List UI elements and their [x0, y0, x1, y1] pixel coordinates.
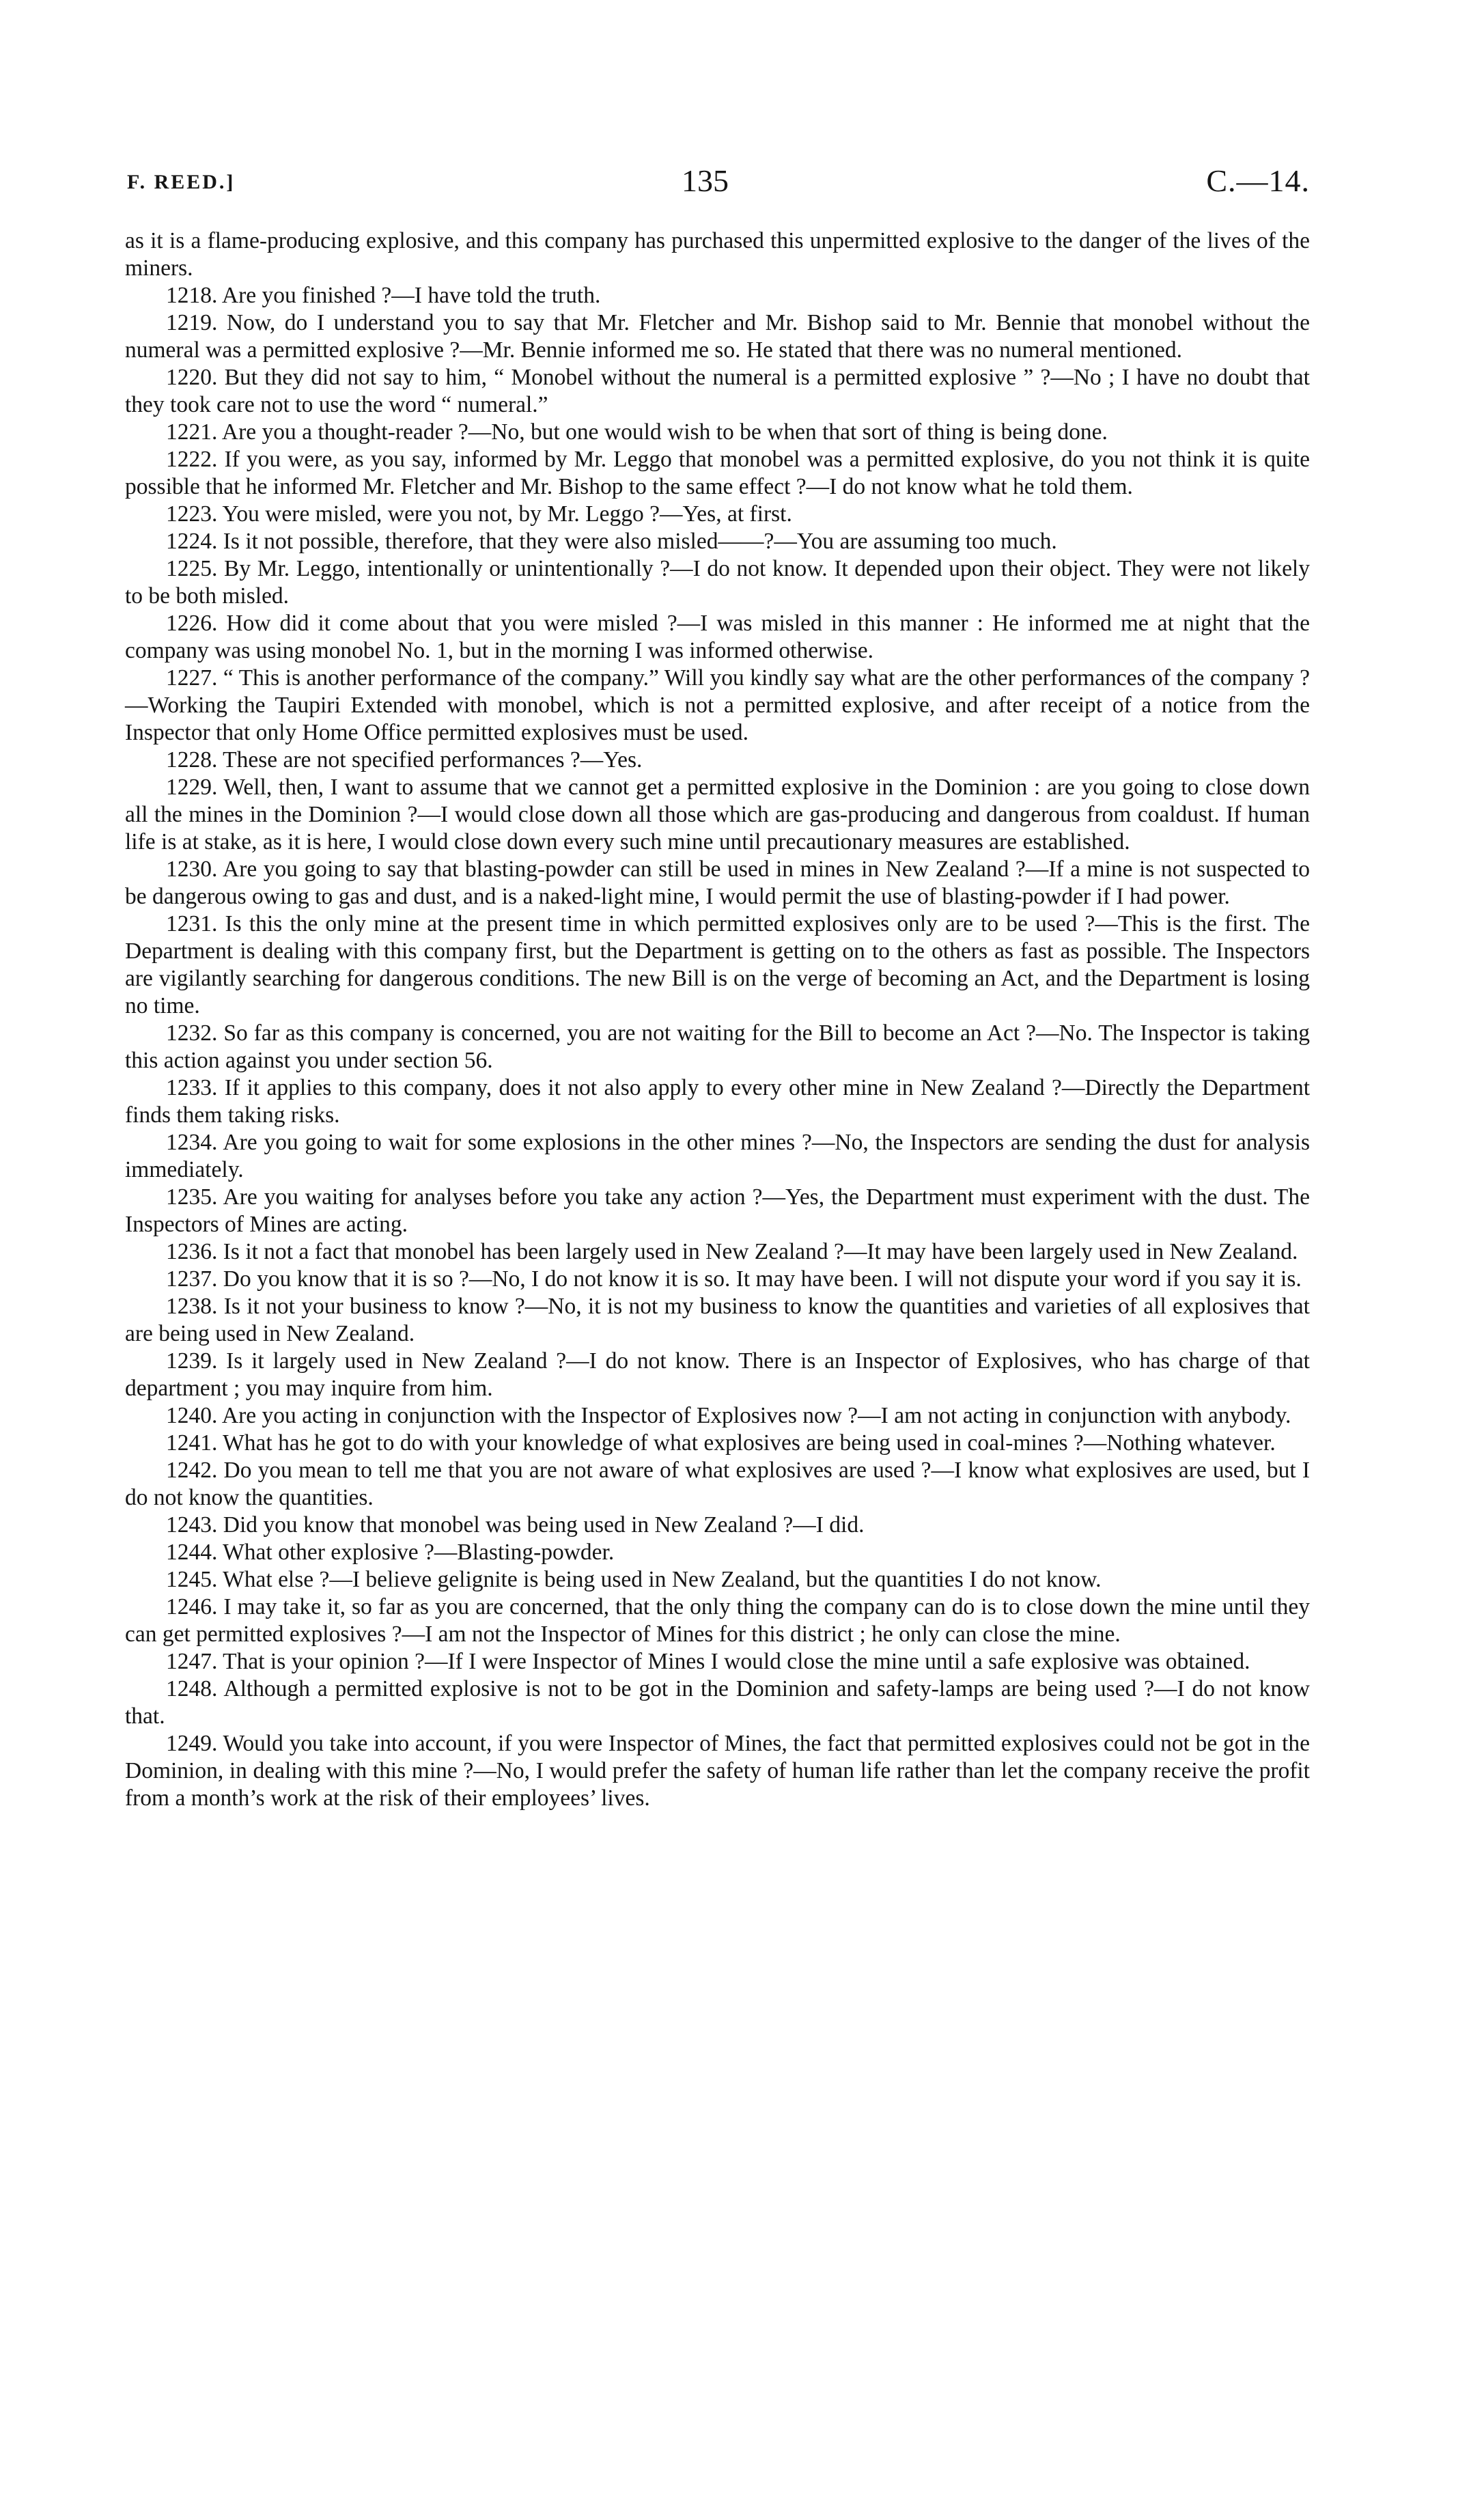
- paragraph-q1227: 1227. “ This is another performance of the company.” Will you kindly say what are the other performances of the company ?—Working the Taupiri Extended with monobel, which is not a permitted explosive, and after receipt of a notice from the Inspector that only Home Office permitted explosives must be used.: [125, 665, 1310, 745]
- page-number: 135: [682, 163, 729, 198]
- paragraph-q1243: 1243. Did you know that monobel was being used in New Zealand ?—I did.: [166, 1512, 865, 1538]
- paragraph-q1228: 1228. These are not specified performances ?—Yes.: [166, 747, 643, 773]
- paragraph-q1236: 1236. Is it not a fact that monobel has been largely used in New Zealand ?—It may have been largely used in New Zealand.: [166, 1239, 1298, 1264]
- paragraph-q1245: 1245. What else ?—I believe gelignite is being used in New Zealand, but the quantities I do not know.: [166, 1567, 1102, 1592]
- paragraph-q1246: 1246. I may take it, so far as you are concerned, that the only thing the company can do is to close down the mine until they can get permitted explosives ?—I am not the Inspector of Mines for this district ; he only can close the mine.: [125, 1594, 1310, 1647]
- paragraph-q1225: 1225. By Mr. Leggo, intentionally or unintentionally ?—I do not know. It depended upon their object. They were not likely to be both misled.: [125, 556, 1310, 609]
- paragraph-q1237: 1237. Do you know that it is so ?—No, I do not know it is so. It may have been. I will not dispute your word if you say it is.: [166, 1266, 1302, 1292]
- paragraph-q1223: 1223. You were misled, were you not, by Mr. Leggo ?—Yes, at first.: [166, 501, 792, 527]
- testimony-body: [125, 227, 1310, 1812]
- header-witness-name: F. REED.]: [127, 171, 236, 193]
- paragraph-q1249: 1249. Would you take into account, if you were Inspector of Mines, the fact that permitted explosives could not be got in the Dominion, in dealing with this mine ?—No, I would prefer the safety of human life rather than let the company receive the profit from a month’s work at the risk of their employees’ lives.: [125, 1731, 1310, 1811]
- paragraph-continuation: as it is a flame-producing explosive, and this company has purchased this unpermitted explosive to the danger of the lives of the miners.: [125, 228, 1310, 281]
- paragraph-q1224: 1224. Is it not possible, therefore, that they were also misled——?—You are assuming too much.: [166, 529, 1057, 554]
- paragraph-q1241: 1241. What has he got to do with your knowledge of what explosives are being used in coal-mines ?—Nothing whatever.: [166, 1430, 1276, 1456]
- paragraph-q1233: 1233. If it applies to this company, does it not also apply to every other mine in New Zealand ?—Directly the Department finds them taking risks.: [125, 1075, 1310, 1128]
- paragraph-q1230: 1230. Are you going to say that blasting-powder can still be used in mines in New Zealand ?—If a mine is not suspected to be dangerous owing to gas and dust, and is a naked-light mine, I would permit the use of blasting-powder if I had power.: [125, 857, 1310, 909]
- paragraph-q1231: 1231. Is this the only mine at the present time in which permitted explosives only are to be used ?—This is the first. The Department is dealing with this company first, but the Department is getting on to the others as fast as possible. The Inspectors are vigilantly searching for dangerous conditions. The new Bill is on the verge of becoming an Act, and the Department is losing no time.: [125, 911, 1310, 1018]
- paragraph-q1240: 1240. Are you acting in conjunction with the Inspector of Explosives now ?—I am not acting in conjunction with anybody.: [166, 1403, 1291, 1428]
- paragraph-q1248: 1248. Although a permitted explosive is not to be got in the Dominion and safety-lamps are being used ?—I do not know that.: [125, 1676, 1310, 1729]
- paragraph-q1220: 1220. But they did not say to him, “ Monobel without the numeral is a permitted explosive ” ?—No ; I have no doubt that they took care not to use the word “ numeral.”: [125, 365, 1310, 417]
- paragraph-q1229: 1229. Well, then, I want to assume that we cannot get a permitted explosive in the Dominion : are you going to close down all the mines in the Dominion ?—I would close down all those which are gas-producing and dangerous from coaldust. If human life is at stake, as it is here, I would close down every such mine until precautionary measures are established.: [125, 775, 1310, 854]
- paragraph-q1234: 1234. Are you going to wait for some explosions in the other mines ?—No, the Inspectors are sending the dust for analysis immediately.: [125, 1130, 1310, 1182]
- paragraph-q1242: 1242. Do you mean to tell me that you are not aware of what explosives are used ?—I know what explosives are used, but I do not know the quantities.: [125, 1458, 1310, 1510]
- running-header: [122, 163, 1310, 204]
- paragraph-q1221: 1221. Are you a thought-reader ?—No, but one would wish to be when that sort of thing is being done.: [166, 419, 1108, 445]
- paragraph-q1244: 1244. What other explosive ?—Blasting-powder.: [166, 1540, 615, 1565]
- paragraph-q1239: 1239. Is it largely used in New Zealand ?—I do not know. There is an Inspector of Explosives, who has charge of that department ; you may inquire from him.: [125, 1348, 1310, 1401]
- paragraph-q1238: 1238. Is it not your business to know ?—No, it is not my business to know the quantities and varieties of all explosives that are being used in New Zealand.: [125, 1294, 1310, 1346]
- paragraph-q1218: 1218. Are you finished ?—I have told the truth.: [166, 283, 601, 308]
- header-paper-reference: C.—14.: [1206, 163, 1310, 198]
- paragraph-q1235: 1235. Are you waiting for analyses before you take any action ?—Yes, the Department must experiment with the dust. The Inspectors of Mines are acting.: [125, 1184, 1310, 1237]
- paragraph-q1232: 1232. So far as this company is concerned, you are not waiting for the Bill to become an Act ?—No. The Inspector is taking this action against you under section 56.: [125, 1020, 1310, 1073]
- paragraph-q1219: 1219. Now, do I understand you to say that Mr. Fletcher and Mr. Bishop said to Mr. Bennie that monobel without the numeral was a permitted explosive ?—Mr. Bennie informed me so. He stated that there was no numeral mentioned.: [125, 310, 1310, 363]
- paragraph-q1226: 1226. How did it come about that you were misled ?—I was misled in this manner : He informed me at night that the company was using monobel No. 1, but in the morning I was informed otherwise.: [125, 611, 1310, 663]
- paragraph-q1222: 1222. If you were, as you say, informed by Mr. Leggo that monobel was a permitted explosive, do you not think it is quite possible that he informed Mr. Fletcher and Mr. Bishop to the same effect ?—I do not know what he told them.: [125, 447, 1310, 499]
- paragraph-q1247: 1247. That is your opinion ?—If I were Inspector of Mines I would close the mine until a safe explosive was obtained.: [166, 1649, 1250, 1674]
